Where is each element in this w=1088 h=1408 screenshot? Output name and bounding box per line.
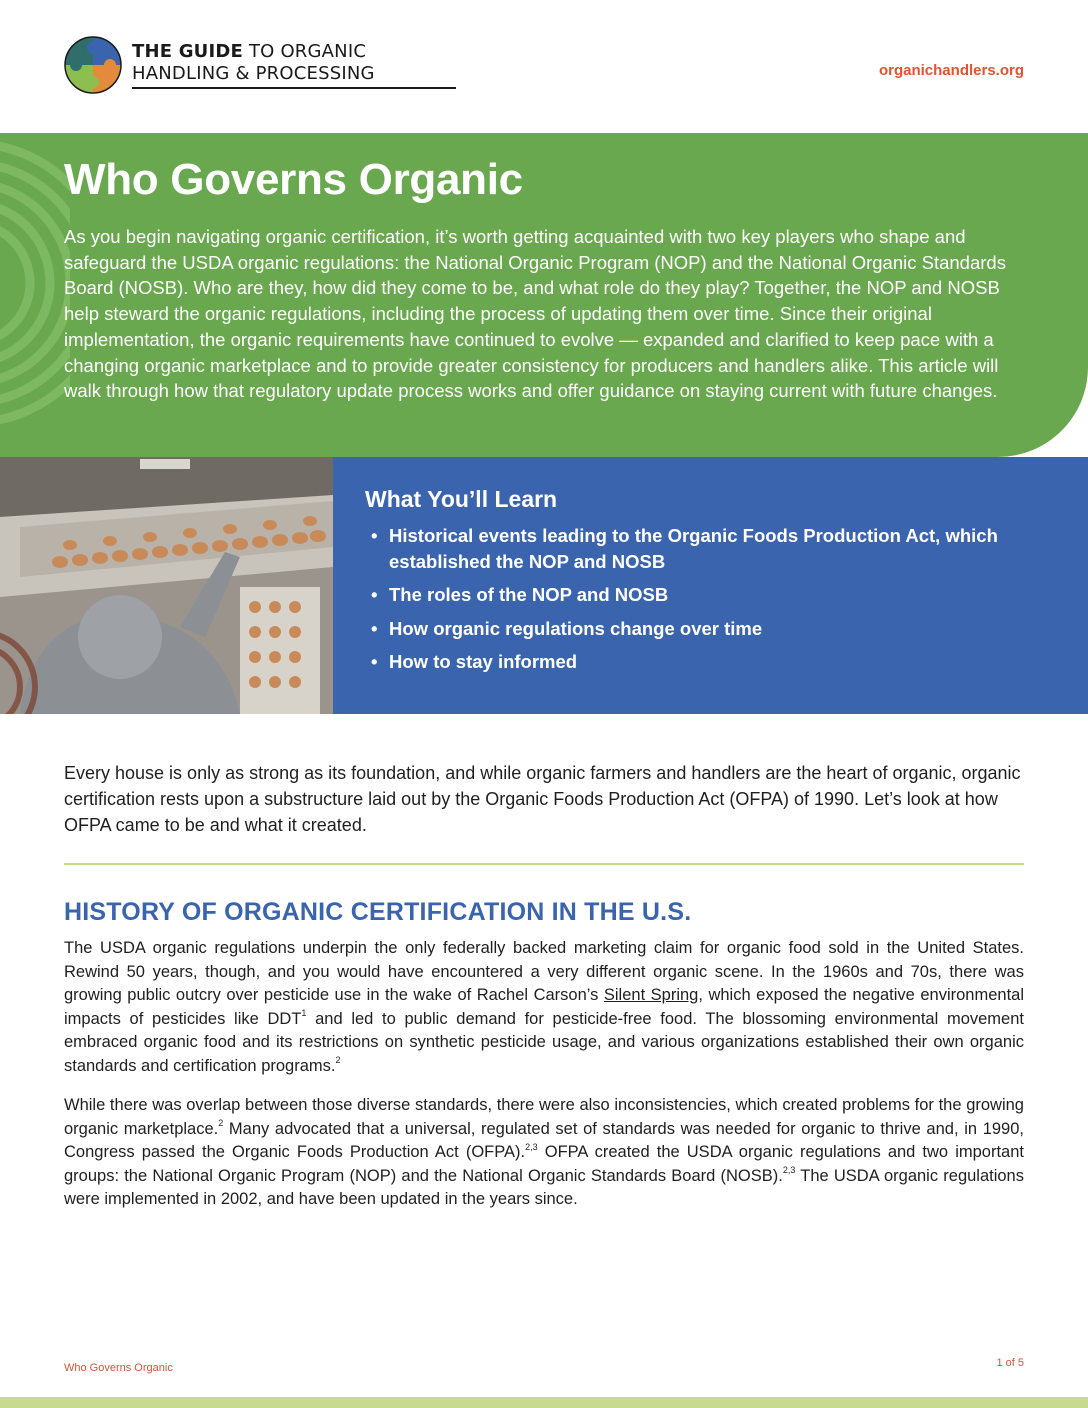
logo — [64, 36, 394, 96]
egg-handling-photo — [0, 457, 333, 714]
footnote-ref: 2 — [335, 1055, 341, 1065]
learn-title: What You’ll Learn — [365, 486, 558, 512]
footer-bar — [0, 1397, 1088, 1408]
logo-text-line1: THE GUIDE TO ORGANIC — [132, 41, 367, 62]
footnote-ref: 2,3 — [525, 1141, 538, 1152]
logo-underline — [132, 87, 456, 89]
hero-banner — [0, 133, 1088, 457]
learn-item: • How organic regulations change over time — [365, 616, 1055, 642]
bullet: • — [371, 584, 378, 605]
bullet: • — [371, 525, 378, 546]
footer-doc-title: Who Governs Organic — [64, 1362, 173, 1374]
decorative-arcs — [0, 133, 70, 457]
section-divider — [64, 863, 1024, 865]
learn-item: • How to stay informed — [365, 649, 1055, 675]
lead-paragraph: Every house is only as strong as its foundation, and while organic farmers and handlers are the heart of organic, organic certification rests upon a substructure laid out by the Organic Foods Production Act (OFPA) of 1990. Let’s look at how OFPA came to be and what it created. — [64, 763, 1021, 835]
intro-paragraph: As you begin navigating organic certification, it’s worth getting acquainted with two key players who shape and safeguard the USDA organic regulations: the National Organic Program (NOP) and the National Organic Standards Board (NOSB). Who are they, how did they come to be, and what role do they play? Together, the NOP and NOSB help steward the organic regulations, including the process of updating them over time. Since their original implementation, the organic requirements have continued to evolve — expanded and clarified to keep pace with a changing organic marketplace and to provide greater consistency for producers and handlers alike. This article will walk through how that regulatory update process works and offer guidance on staying current with future changes. — [64, 226, 1006, 402]
history-paragraph-1: The USDA organic regulations underpin the only federally backed marketing claim for organic food sold in the United States. Rewind 50 years, though, and you would have encountered a very different organic scene. In the 1960s and 70s, there was growing public outcry over pesticide use in the wake of Rachel Carson’s Silent Spring, which exposed the negative environmental impacts of pesticides like DDT$^1$ and led to public demand for pesticide-free food. The blossoming environmental movement embraced organic food and its restrictions on synthetic pesticide usage, and various organizations established their own organic standards and certification programs.$^2$ — [64, 939, 1024, 1075]
logo-text-line2: HANDLING & PROCESSING — [132, 63, 375, 84]
logo-puzzle-icon — [64, 36, 122, 94]
bullet: • — [371, 651, 378, 672]
footnote-ref: 2 — [218, 1118, 224, 1128]
learn-item: • The roles of the NOP and NOSB — [365, 582, 1055, 608]
learn-list — [365, 523, 1055, 683]
history-paragraph-2: While there was overlap between those diverse standards, there were also inconsistencies, which created problems for the growing organic marketplace.$^2$ Many advocated that a universal, regulated set of standards was needed for organic to thrive and, in 1990, Congress passed the Organic Foods Production Act (OFPA).$^{2,3}$ OFPA created the USDA organic regulations and two important groups: the National Organic Program (NOP) and the National Organic Standards Board (NOSB).$^{2,3}$ The USDA organic regulations were implemented in 2002, and have been updated in the years since. — [64, 1096, 1024, 1208]
site-url-link[interactable]: organichandlers.org — [878, 62, 1024, 79]
learn-item: • Historical events leading to the Organic Foods Production Act, which established the NOP and NOSB — [371, 525, 998, 572]
footnote-ref: 1 — [301, 1008, 307, 1018]
silent-spring-link[interactable]: Silent Spring — [603, 986, 699, 1004]
section-heading: HISTORY OF ORGANIC CERTIFICATION IN THE U.S. — [64, 898, 692, 926]
page-number: 1 of 5 — [996, 1357, 1024, 1369]
bullet: • — [371, 617, 378, 639]
footnote-ref: 2,3 — [782, 1165, 796, 1175]
page-title: Who Governs Organic — [64, 155, 523, 204]
what-youll-learn-box — [333, 457, 1088, 714]
